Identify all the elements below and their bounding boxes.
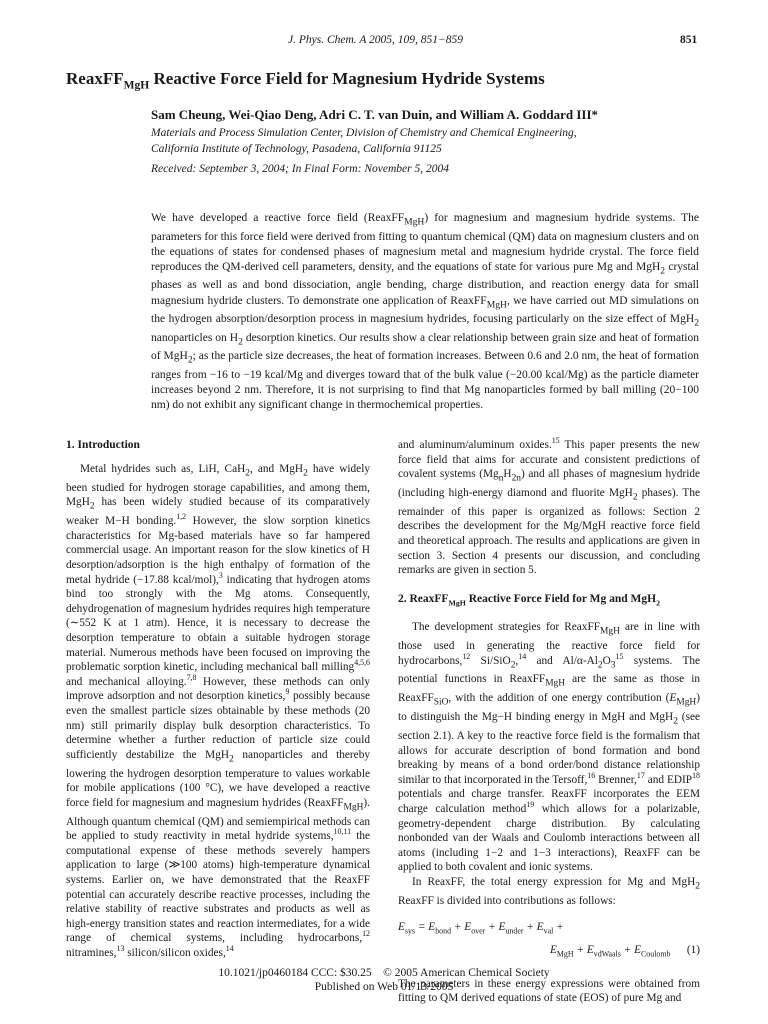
published-date: Published on Web 01/13/2005	[314, 981, 454, 993]
affiliation-line-2: California Institute of Technology, Pasadena, California 91125	[151, 143, 442, 155]
equation-line-1: $E_{sys} = E_{bond} + E_{over} + E_{under} + E_{val}$ +	[398, 921, 564, 936]
section-2-paragraph-2: In ReaxFF, the total energy expression for Mg and MgH$_2$ ReaxFF is divided into contributions as follows:	[398, 875, 700, 907]
section-1-heading: 1. Introduction	[66, 439, 140, 451]
title-suffix: Reactive Force Field for Magnesium Hydride Systems	[149, 69, 545, 88]
equation-1	[398, 918, 700, 963]
copyright: © 2005 American Chemical Society	[383, 967, 550, 979]
section-2-paragraph-1: The development strategies for ReaxFF$_{MgH}$ are in line with those used in generating the reactive force field for hydrocarbons,$^{12}$ Si/SiO$_2$,$^{14}$ and $Al/\alpha-Al_2O_3^{15}$ systems. The potential functions in ReaxFF$_{MgH}$ are the same as those in ReaxFF$_{SiO}$, with the addition of one energy contribution $(E_{MgH})$ to distinguish the Mg−H binding energy in MgH and MgH$_2$ (see section 2.1). A key to the reactive force field is the formalism that allows for accurate description of bond formation and bond breaking by means of a bond order/bond distance relationship similar to that incorporated in the Tersoff,$^{16}$ Brenner,$^{17}$ and EDIP$^{18}$ potentials and charge transfer. ReaxFF incorporates the EEM charge calculation method$^{19}$ which allows for a polarizable, geometry-dependent charge distribution. By calculating nonbonded van der Waals and Coulomb interactions between all atoms (including 1−2 and 1−3 interactions), ReaxFF can be applied to both covalent and ionic systems.	[398, 621, 701, 874]
equation-line-2	[398, 941, 700, 963]
equation-number: (1)	[686, 943, 700, 956]
introduction-continuation: and aluminum/aluminum oxides.$^{15}$ This paper presents the new force field that aims for accurate and consistent predictions of covalent systems $(Mg_nH_{2n})$ and all phases of magnesium hydride (including high-energy diamond and fluorite MgH$_2$ phases). The remainder of this paper is organized as follows: Section 2 describes the development for the Mg/MgH reactive force field and theoretical approach. The results and applications are given in section 3. Section 4 presents our discussion, and concluding remarks are given in section 5.	[398, 436, 700, 577]
article-title	[66, 69, 545, 91]
section-2-heading: 2. ReaxFF$_{MgH}$ Reactive Force Field for Mg and MgH$_2$	[398, 592, 660, 608]
section-2-paragraph-3: The parameters in these energy expressions were obtained from fitting to QM derived equations of state (EOS) of pure Mg and	[398, 977, 700, 1005]
introduction-paragraph: Metal hydrides such as, LiH, CaH$_2$, and MgH$_2$ have widely been studied for hydrogen storage capabilities, and among them, MgH$_2$ has been widely studied because of its comparatively weaker M−H bonding.$^{1,2}$ However, the slow sorption kinetics characteristics for Mg-based materials have so far hampered commercial usage. An important reason for the slow kinetics of H desorption/adsorption is the high enthalpy of formation of the metal hydride (−17.88 kcal/mol),$^3$ indicating that hydrogen atoms bind too strongly with the Mg atoms. Consequently, dehydrogenation of magnesium hydrides requires high temperature (∼552 K at 1 atm). Hence, it is necessary to decrease the desorption temperature to obtain a suitable hydrogen storage material. Numerous methods have been focused on improving the problematic sorption kinetic, including mechanical ball milling$^{4,5,6}$ and mechanical alloying.$^{7,8}$ However, these methods can only improve adsorption and not desorption kinetics,$^9$ possibly because even the smallest particle sizes obtainable by these methods (20 nm) still primarily display bulk desorption characteristics. To determine whether a further reduction of particle size could sufficiently destabilize the MgH$_2$ nanoparticles and thereby lowering the hydrogen desorption temperature to values workable for mobile applications (100 °C), we have developed a reactive force field for magnesium and magnesium hydrides (ReaxFF$_{MgH}$). Although quantum chemical (QM) and semiempirical methods can be applied to study reactivity in metal hydride systems,$^{10,11}$ the computational expense of these methods severely hampers application to large (≫100 atoms) high-temperature dynamical systems. Earlier on, we have demonstrated that the ReaxFF potential can accurately describe reactive processes, including the relative stability of reactive substrates and products as well as high-energy transition states and reaction intermediates, for a wide range of chemical systems, including hydrocarbons,$^{12}$ nitramines,$^{13}$ silicon/silicon oxides,$^{14}$	[66, 463, 371, 959]
doi: 10.1021/jp0460184 CCC: $30.25	[218, 967, 372, 979]
received-dates: Received: September 3, 2004; In Final Form: November 5, 2004	[151, 163, 449, 175]
journal-citation: J. Phys. Chem. A 2005, 109, 851−859	[288, 34, 464, 46]
equation-line-2-terms: $E_{MgH} + E_{vdWaals} + E_{Coulomb}$	[550, 943, 671, 958]
left-column	[66, 438, 370, 961]
affiliation	[151, 125, 711, 157]
title-prefix: ReaxFF	[66, 69, 124, 88]
title-subscript: MgH	[123, 78, 150, 92]
affiliation-line-1: Materials and Process Simulation Center, Division of Chemistry and Chemical Engineering,	[151, 127, 577, 139]
right-column	[398, 438, 700, 1006]
page-number: 851	[680, 34, 698, 46]
page-footer	[0, 966, 768, 994]
footer-line-1	[0, 966, 768, 980]
author-list: Sam Cheung, Wei-Qiao Deng, Adri C. T. van Duin, and William A. Goddard III*	[151, 107, 599, 122]
abstract: We have developed a reactive force field (ReaxFF$_{MgH}$) for magnesium and magnesium hydride systems. The parameters for this force field were derived from fitting to quantum chemical (QM) data on magnesium clusters and on the equations of states for condensed phases of magnesium metal and magnesium hydride crystal. The force field reproduces the QM-derived cell parameters, density, and the equations of state for various pure Mg and MgH$_2$ crystal phases as well as and bond dissociation, angle bending, charge distribution, and reaction energy data for small magnesium hydride clusters. To demonstrate one application of ReaxFF$_{MgH}$, we have carried out MD simulations on the hydrogen absorption/desorption process in magnesium hydrides, focusing particularly on the size effect of MgH$_2$ nanoparticles on $H_2$ desorption kinetics. Our results show a clear relationship between grain size and heat of formation of MgH$_2$; as the particle size decreases, the heat of formation increases. Between 0.6 and 2.0 nm, the heat of formation ranges from −16 to −19 kcal/Mg and diverges toward that of the bulk value (−20.00 kcal/Mg) as the particle diameter increases beyond 2 nm. Therefore, it is not surprising to find that Mg nanoparticles formed by ball milling (20−100 nm) do not exhibit any significant change in thermochemical properties.	[151, 212, 700, 412]
